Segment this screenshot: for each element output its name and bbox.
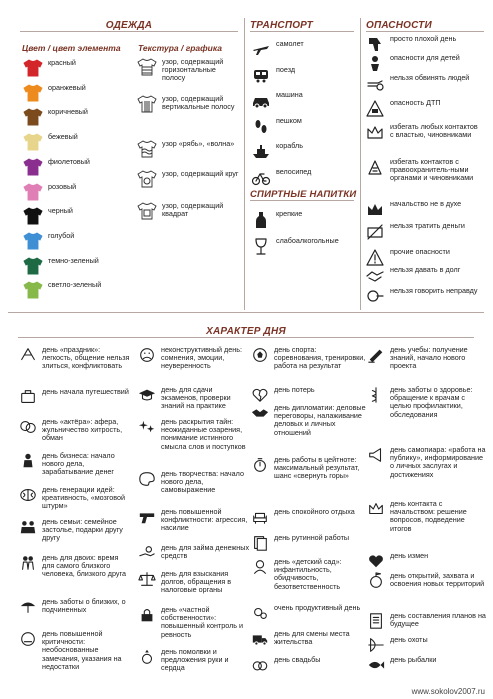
drinks-title-underline	[250, 200, 354, 201]
list-item	[364, 266, 482, 286]
list-item	[18, 418, 130, 443]
item-label: день начала путешествий	[42, 387, 129, 396]
list-item	[250, 630, 366, 648]
notepad-icon	[366, 612, 386, 630]
crown-icon	[364, 123, 386, 143]
papers-icon	[250, 534, 270, 552]
list-item	[364, 74, 482, 94]
patterned-shirt-icon	[136, 140, 158, 158]
footer-url: www.sokolov2007.ru	[411, 687, 485, 696]
police-icon	[364, 158, 386, 178]
pen-icon	[366, 346, 386, 364]
item-label: день творчества: начало нового дела, самовыражение	[161, 469, 244, 495]
ship-icon	[250, 142, 272, 162]
item-label: розовый	[48, 181, 77, 191]
list-item	[18, 518, 130, 543]
car-icon	[250, 91, 272, 111]
list-item	[22, 281, 128, 299]
stars-icon	[137, 418, 157, 436]
clothing-title-underline	[20, 31, 238, 32]
palette-icon	[137, 470, 157, 488]
item-label: опасности для детей	[390, 53, 460, 62]
list-item	[22, 84, 128, 102]
sad-face-icon	[137, 346, 157, 364]
day-title-underline	[18, 337, 474, 338]
item-label: бежевый	[48, 132, 78, 142]
item-label: крепкие	[276, 209, 303, 218]
pointing-hand-icon	[364, 74, 386, 94]
list-item	[364, 99, 482, 119]
item-label: день помолвки и предложения руки и сердца	[161, 647, 229, 673]
item-label: день «актёра»: афера, жульничество хитрость, обман	[42, 417, 123, 443]
item-label: день генерации идей: креативность, «мозговой штурм»	[42, 485, 126, 511]
list-item	[137, 470, 251, 495]
transport-title: ТРАНСПОРТ	[250, 20, 313, 31]
child-icon	[364, 54, 386, 74]
patterned-shirt-icon	[136, 58, 158, 76]
shirt-icon	[22, 183, 44, 201]
handshake-deal-icon	[250, 404, 270, 422]
list-item	[366, 386, 486, 419]
item-label: день «частной собственности»: повышенный контроль и ревность	[161, 605, 244, 639]
handshake-icon	[364, 266, 386, 286]
brain-icon	[18, 486, 38, 504]
item-label: день составления планов на будущее	[390, 611, 486, 629]
list-item	[250, 210, 352, 230]
item-label: красный	[48, 58, 76, 67]
wine-glass-icon	[250, 237, 272, 257]
dangers-title: ОПАСНОСТИ	[366, 20, 432, 31]
day-title: ХАРАКТЕР ДНЯ	[206, 326, 286, 337]
item-label: избегать контактов с правоохранитель-ными органами и чиновниками	[390, 157, 474, 183]
item-label: день рыбалки	[390, 655, 437, 664]
item-label: поезд	[276, 64, 296, 74]
item-label: узор, содержащий горизонтальные полосу	[162, 57, 224, 83]
shirt-icon	[22, 108, 44, 126]
list-item	[364, 123, 482, 143]
item-label: день для смены места жительства	[274, 629, 350, 647]
bicycle-icon	[250, 168, 272, 188]
list-item	[137, 418, 251, 451]
car-warning-icon	[364, 99, 386, 119]
sofa-icon	[250, 508, 270, 526]
family-icon	[18, 518, 38, 536]
shirt-icon	[22, 133, 44, 151]
list-item	[22, 232, 128, 250]
item-label: узор, содержащий квадрат	[162, 201, 224, 219]
item-label: неконструктивный день: сомнения, эмоции, неуверенность	[161, 345, 242, 371]
item-label: самолет	[276, 39, 304, 48]
broken-heart-icon	[250, 386, 270, 404]
thumbs-down-icon	[364, 35, 386, 55]
hand-money-icon	[137, 544, 157, 562]
item-label: темно-зеленый	[48, 255, 99, 265]
colors-header: Цвет / цвет элемента	[22, 43, 121, 53]
item-label: оранжевый	[48, 82, 86, 92]
list-item	[250, 534, 366, 552]
item-label: нельзя тратить деньги	[390, 221, 465, 230]
shirt-icon	[22, 207, 44, 225]
bottle-icon	[250, 210, 272, 230]
item-label: пешком	[276, 115, 302, 125]
list-item	[364, 200, 482, 220]
list-item	[137, 386, 251, 411]
item-label: машина	[276, 90, 303, 99]
item-label: день рутинной работы	[274, 533, 350, 542]
item-label: день для двоих: время для самого близкого человека, близкого друга	[42, 553, 126, 579]
list-item	[22, 207, 128, 225]
list-item	[18, 554, 130, 579]
item-label: день измен	[390, 551, 429, 560]
list-item	[137, 346, 251, 371]
item-label: день бизнеса: начало нового дела, зарабатывание денег	[42, 451, 115, 477]
bow-icon	[366, 636, 386, 654]
item-label: голубой	[48, 230, 75, 240]
clothing-title: ОДЕЖДА	[105, 20, 153, 31]
divider-clothing-transport	[244, 18, 245, 310]
list-item	[22, 183, 128, 201]
ring-icon	[137, 648, 157, 666]
shirt-icon	[22, 158, 44, 176]
list-item	[250, 656, 366, 674]
lock-icon	[137, 606, 157, 624]
megaphone-icon	[366, 446, 386, 464]
list-item	[250, 558, 366, 591]
couple-icon	[18, 554, 38, 572]
list-item	[136, 170, 240, 188]
item-label: прочие опасности	[390, 247, 450, 256]
list-item	[250, 386, 366, 404]
rings-icon	[250, 656, 270, 674]
critic-face-icon	[18, 630, 38, 648]
list-item	[137, 606, 251, 639]
list-item	[22, 133, 128, 151]
list-item	[22, 108, 128, 126]
list-item	[250, 346, 366, 371]
list-item	[364, 222, 482, 242]
item-label: день семьи: семейное застолье, подарки другу другу	[42, 517, 123, 543]
item-label: день самопиара: «работа на публику», информирование о личных заслугах и достижениях	[390, 445, 486, 479]
item-label: день для займа денежных средств	[161, 543, 250, 561]
list-item	[136, 140, 240, 158]
item-label: узор, содержащий круг	[162, 169, 239, 178]
item-label: день повышенной конфликтности: агрессия, насилие	[161, 507, 248, 533]
list-item	[137, 544, 251, 562]
list-item	[137, 508, 251, 533]
list-item	[250, 142, 346, 162]
shirt-icon	[22, 281, 44, 299]
item-label: опасность ДТП	[390, 98, 441, 107]
list-item	[364, 35, 482, 55]
patterned-shirt-icon	[136, 170, 158, 188]
list-item	[250, 456, 366, 481]
dangers-title-underline	[366, 31, 484, 32]
list-item	[18, 630, 130, 671]
divider-top-section	[8, 312, 484, 313]
list-item	[18, 346, 130, 371]
item-label: велосипед	[276, 166, 312, 176]
item-label: очень продуктивный день	[274, 603, 361, 612]
heart-crack-icon	[366, 552, 386, 570]
item-label: день работы в цейтноте: максимальный результат, шанс «свернуть горы»	[274, 455, 360, 481]
scales-icon	[137, 570, 157, 588]
item-label: слабоалкогольные	[276, 236, 339, 245]
item-label: день спокойного отдыха	[274, 507, 355, 516]
list-item	[366, 446, 486, 479]
item-label: день свадьбы	[274, 655, 321, 664]
list-item	[18, 598, 130, 616]
shirt-icon	[22, 84, 44, 102]
shirt-icon	[22, 232, 44, 250]
item-label: день для сдачи экзаменов, проверки знаний на практике	[161, 385, 231, 411]
item-label: начальство не в духе	[390, 199, 462, 208]
graduation-cap-icon	[137, 386, 157, 404]
list-item	[137, 570, 251, 595]
patterned-shirt-icon	[136, 202, 158, 220]
festive-icon	[18, 346, 38, 364]
list-item	[250, 40, 346, 60]
list-item	[22, 158, 128, 176]
item-label: черный	[48, 206, 73, 216]
transport-title-underline	[250, 31, 354, 32]
list-item	[364, 158, 482, 183]
list-item	[22, 257, 128, 275]
list-item	[366, 346, 486, 371]
item-label: просто плохой день	[390, 34, 457, 43]
liar-icon	[364, 287, 386, 307]
item-label: узор «рябь», «волна»	[162, 139, 235, 148]
truck-icon	[250, 630, 270, 648]
list-item	[136, 95, 240, 113]
item-label: день повышенной критичности: необоснованные замечания, указания на недостатки	[42, 629, 122, 671]
item-label: нельзя говорить неправду	[390, 286, 478, 295]
list-item	[250, 404, 366, 437]
warning-icon	[364, 248, 386, 268]
list-item	[366, 612, 486, 630]
pistol-icon	[137, 508, 157, 526]
suitcase-icon	[18, 388, 38, 406]
list-item	[364, 54, 482, 74]
list-item	[137, 648, 251, 673]
list-item	[136, 58, 240, 83]
item-label: избегать любых контактов с властью, чиновниками	[390, 122, 478, 140]
item-label: день потерь	[274, 385, 315, 394]
shirt-icon	[22, 59, 44, 77]
list-item	[22, 59, 128, 77]
list-item	[250, 117, 346, 137]
list-item	[250, 604, 366, 622]
list-item	[18, 388, 130, 406]
ball-icon	[250, 346, 270, 364]
baby-icon	[250, 558, 270, 576]
airplane-icon	[250, 40, 272, 60]
train-icon	[250, 66, 272, 86]
stopwatch-icon	[250, 456, 270, 474]
item-label: день открытий, захвата и освоения новых территорий	[390, 571, 485, 589]
item-label: день спорта: соревнования, тренировки, работа на результат	[274, 345, 366, 371]
item-label: день заботы о здоровье: обращение к врачам с целью профилактики, обследования	[390, 385, 473, 419]
item-label: нельзя давать в долг	[390, 265, 461, 274]
item-label: узор, содержащий вертикальные полосу	[162, 94, 235, 112]
list-item	[366, 552, 486, 570]
list-item	[366, 656, 486, 674]
globe-flag-icon	[366, 572, 386, 590]
texture-header: Текстура / графика	[138, 43, 223, 53]
item-label: коричневый	[48, 107, 88, 117]
item-label: день дипломатии: деловые переговоры, налаживание деловых и личных отношений	[274, 403, 366, 437]
gears-icon	[250, 604, 270, 622]
list-item	[364, 287, 482, 307]
fish-icon	[366, 656, 386, 674]
item-label: день «праздник»: легкость, общение нельзя злиться, конфликтовать	[42, 345, 130, 371]
list-item	[18, 452, 130, 477]
item-label: день «детский сад»: инфантильность, обидчивость, безответственность	[274, 557, 342, 591]
shirt-icon	[22, 257, 44, 275]
list-item	[250, 168, 346, 188]
item-label: фиолетовый	[48, 156, 90, 166]
patterned-shirt-icon	[136, 95, 158, 113]
angry-crown-icon	[364, 200, 386, 220]
item-label: корабль	[276, 141, 303, 150]
item-label: день охоты	[390, 635, 428, 644]
list-item	[250, 91, 346, 111]
no-money-icon	[364, 222, 386, 242]
item-label: день учебы: получение знаний, начало нового проекта	[390, 345, 468, 371]
medical-icon	[366, 386, 386, 404]
drinks-title: СПИРТНЫЕ НАПИТКИ	[250, 189, 357, 200]
list-item	[250, 66, 346, 86]
list-item	[366, 636, 486, 654]
umbrella-people-icon	[18, 598, 38, 616]
item-label: светло-зеленый	[48, 280, 102, 290]
footprints-icon	[250, 117, 272, 137]
crown-outline-icon	[366, 500, 386, 518]
list-item	[136, 202, 240, 220]
masks-icon	[18, 418, 38, 436]
list-item	[250, 237, 352, 257]
item-label: день раскрытия тайн: неожиданные озарения, понимание истинного смысла слов и поступков	[161, 417, 246, 451]
list-item	[366, 572, 486, 590]
item-label: день заботы о близких, о подчиненных	[42, 597, 126, 615]
list-item	[18, 486, 130, 511]
item-label: день контакта с начальством: решение вопросов, подведение итогов	[390, 499, 467, 533]
list-item	[250, 508, 366, 526]
businessman-icon	[18, 452, 38, 470]
item-label: день для взыскания долгов, обращения в налоговые органы	[161, 569, 232, 595]
list-item	[366, 500, 486, 533]
divider-transport-dangers	[360, 18, 361, 310]
item-label: нельзя обвинять людей	[390, 73, 470, 82]
